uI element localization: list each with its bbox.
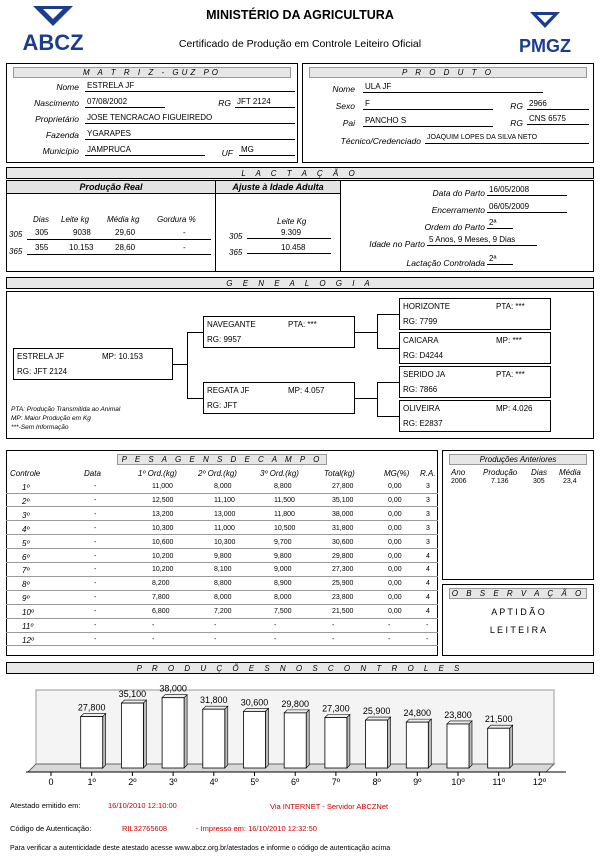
bar-side (428, 719, 431, 768)
table-row (6, 495, 438, 508)
cell-o1: 10,600 (152, 538, 174, 546)
bar-value-label: 27,300 (322, 703, 350, 714)
cell-d: - (94, 622, 97, 629)
self-rg: RG: JFT 2124 (17, 367, 68, 376)
cell-d: - (94, 524, 97, 532)
data-parto: 16/05/2008 (487, 185, 567, 196)
pesagens-col-1: Data (84, 469, 101, 478)
cell-mg: 0,00 (388, 566, 402, 574)
bar-side (469, 721, 472, 768)
pedigree-ss (399, 298, 551, 330)
cell-o2: 11,100 (214, 496, 235, 504)
row-365-media: 28,60 (115, 243, 136, 252)
bar (81, 717, 103, 768)
bar (121, 703, 143, 768)
cell-o1: 10,200 (152, 552, 174, 560)
obs-line2: L E I T E I R A (489, 625, 547, 635)
cell-o1: 12,500 (152, 496, 174, 504)
bar-top (406, 719, 431, 722)
bar (447, 724, 469, 768)
label-pai: Pai (342, 118, 355, 128)
x-tick-label: 3º (168, 777, 178, 787)
label-nascimento: Nascimento (34, 98, 79, 108)
cell-c: 2º (22, 496, 30, 506)
pedigree-sire (203, 316, 355, 348)
matriz-rg: JFT 2124 (235, 97, 295, 108)
label-encerramento: Encerramento (431, 205, 485, 215)
dd-rg: RG: E2837 (403, 419, 443, 428)
ant-col-media: Média (559, 468, 581, 477)
legend-pta: PTA: Produção Transmitida ao Animal (11, 406, 121, 413)
table-row (6, 634, 438, 647)
row-305-dias: 305 (35, 228, 49, 237)
codigo-valor: RIL32765608 (122, 824, 168, 833)
pesagens-col-6: MG(%) (384, 469, 410, 478)
cell-o2: - (214, 622, 217, 629)
cell-o1: - (152, 635, 155, 643)
cell-ra: 3 (426, 510, 430, 518)
bar (162, 698, 184, 768)
producoes-section-title: P R O D U Ç Õ E S N O S C O N T R O L E S (6, 662, 594, 674)
label-rg: RG (218, 98, 231, 108)
col-leite: Leite kg (61, 215, 90, 224)
dam-name: REGATA JF (207, 386, 250, 395)
cell-o2: 9,800 (214, 552, 232, 560)
cell-d: - (94, 608, 97, 616)
x-tick-label: 0 (48, 777, 54, 787)
bar-value-label: 25,900 (362, 706, 391, 717)
pesagens-col-4: 3º Ord.(kg) (260, 469, 299, 478)
cell-ra: 3 (426, 496, 430, 504)
bar-top (488, 725, 513, 728)
matriz-proprietario: JOSE TENCRACAO FIGUEIREDO (85, 113, 295, 124)
cell-mg: 0,00 (388, 483, 402, 490)
x-tick-label: 7º (331, 777, 341, 787)
cell-o2: 11,000 (214, 524, 235, 532)
matriz-panel (6, 63, 298, 163)
sd-rg: RG: D4244 (403, 351, 444, 360)
table-row (6, 578, 438, 591)
cell-d: - (94, 538, 97, 546)
cell-t: 27,300 (332, 566, 354, 574)
cell-ra: 3 (426, 483, 430, 490)
row-365-leite: 10.153 (69, 243, 94, 252)
cell-c: 7º (22, 566, 30, 576)
ajuste-305-tipo: 305 (229, 232, 243, 241)
bar-top (325, 714, 350, 717)
table-row (6, 606, 438, 619)
x-tick-label: 10º (451, 777, 465, 787)
bar-top (81, 714, 106, 717)
genealogia-section-title: G E N E A L O G I A (6, 277, 594, 289)
ant-media: 23,4 (563, 478, 577, 485)
cell-d: - (94, 566, 97, 574)
cell-mg: - (388, 635, 391, 643)
table-row (6, 509, 438, 522)
table-row (6, 551, 438, 564)
bar-value-label: 29,800 (281, 698, 309, 709)
row-365-dias: 355 (35, 243, 49, 252)
cell-c: 12º (22, 635, 34, 645)
ant-producao: 7.136 (491, 478, 509, 485)
legend-mp: MP: Maior Produção em Kg (11, 415, 91, 422)
pmgz-logo (500, 10, 590, 60)
cell-c: 1º (22, 483, 30, 492)
ajuste-305-leite: 9.309 (281, 228, 302, 237)
row-305-tipo: 305 (9, 230, 23, 239)
bar-top (121, 700, 146, 703)
produto-panel (302, 63, 594, 163)
cell-t: - (332, 635, 335, 643)
anteriores-panel (442, 450, 594, 580)
cell-o2: 8,000 (214, 483, 232, 490)
cell-o1: 11,000 (152, 483, 173, 490)
cell-ra: - (426, 635, 429, 643)
pedigree-dam (203, 382, 355, 414)
cell-c: 11º (22, 622, 34, 631)
cell-ra: 4 (426, 566, 430, 574)
label-fazenda: Fazenda (45, 130, 79, 140)
label-controlada: Lactação Controlada (406, 258, 485, 268)
lactacao-section-title: L A C T A Ç Ã O (6, 167, 594, 179)
label-uf: UF (221, 148, 233, 158)
anteriores-title: Produções Anteriores (449, 454, 587, 465)
bar (203, 709, 225, 768)
table-row (6, 592, 438, 605)
cell-o3: 8,000 (274, 594, 292, 602)
bar-top (284, 710, 309, 713)
pesagens-col-2: 1º Ord.(kg) (138, 469, 177, 478)
bar-top (203, 706, 228, 709)
matriz-nascimento: 07/08/2002 (85, 97, 165, 108)
ss-rg: RG: 7799 (403, 317, 438, 326)
codigo-label: Código de Autenticação: (10, 824, 92, 833)
matriz-fazenda: YGARAPES (85, 129, 295, 140)
ant-ano: 2006 (451, 478, 467, 485)
bar-side (306, 710, 309, 768)
cell-o1: 10,300 (152, 524, 174, 532)
cell-d: - (94, 552, 97, 560)
label-prod-rg2: RG (510, 118, 523, 128)
bar-value-label: 30,600 (240, 697, 269, 708)
cell-o3: 11,500 (274, 496, 295, 504)
cell-o2: 8,100 (214, 566, 232, 574)
bar-side (388, 717, 391, 768)
dam-rg: RG: JFT (207, 401, 238, 410)
pedigree-sd (399, 332, 551, 364)
ajuste-365-leite: 10.458 (281, 243, 306, 252)
cell-d: - (94, 594, 97, 602)
bar-value-label: 21,500 (484, 714, 513, 725)
cell-o3: 9,000 (274, 566, 292, 574)
bar (366, 720, 388, 768)
dd-mp: MP: 4.026 (496, 404, 533, 413)
cell-t: 35,100 (332, 496, 354, 504)
row-305-gordura: - (183, 228, 186, 237)
row-305-leite: 9038 (73, 228, 91, 237)
verificar-texto: Para verificar a autenticidade deste atestado acesse www.abcz.org.br/atestados e informe o código de autenticação acima (10, 845, 391, 852)
bar (325, 717, 347, 768)
matriz-municipio: JAMPRUCA (85, 145, 205, 156)
table-row (6, 481, 438, 494)
pedigree-self (13, 348, 173, 380)
cell-c: 6º (22, 552, 30, 562)
lactacao-panel (6, 180, 594, 272)
cell-o2: 13,000 (214, 510, 236, 518)
cell-o3: 9,800 (274, 552, 292, 560)
label-prod-rg: RG (510, 101, 523, 111)
legend-sem-info: ***-Sem Informação (11, 424, 69, 431)
produto-title: P R O D U T O (309, 67, 587, 78)
cell-t: - (332, 622, 335, 629)
cell-ra: 3 (426, 524, 430, 532)
produto-pai: PANCHO S (363, 116, 493, 127)
bar-side (225, 706, 228, 768)
ajuste-header: Ajuste à Idade Adulta (216, 181, 340, 194)
producao-real-header: Produção Real (7, 181, 215, 194)
observacao-panel (442, 584, 594, 656)
bar-top (162, 695, 187, 698)
cell-t: 25,900 (332, 580, 354, 588)
cell-c: 5º (22, 538, 30, 548)
cell-ra: 4 (426, 552, 430, 560)
col-media: Média kg (107, 215, 140, 224)
bar-value-label: 31,800 (200, 695, 228, 706)
produto-nome: ULA JF (363, 82, 543, 93)
idade-parto: 5 Anos, 9 Meses, 9 Dias (427, 235, 537, 246)
bar-top (244, 708, 269, 711)
label-nome: Nome (56, 82, 79, 92)
cell-mg: 0,00 (388, 510, 402, 518)
sd-name: CAICARA (403, 336, 439, 345)
label-proprietario: Proprietário (35, 114, 79, 124)
bar-value-label: 27,800 (77, 702, 106, 713)
x-tick-label: 5º (250, 777, 259, 787)
cell-mg: 0,00 (388, 608, 402, 616)
cell-c: 4º (22, 524, 30, 534)
ant-col-dias: Dias (531, 468, 548, 477)
cell-o3: 8,800 (274, 483, 292, 490)
bar-side (266, 708, 269, 768)
table-row (6, 620, 438, 633)
cell-o3: - (274, 635, 277, 643)
producoes-chart (6, 676, 594, 794)
bar (488, 728, 510, 768)
pesagens-col-3: 2º Ord.(kg) (198, 469, 237, 478)
x-tick-label: 1º (87, 777, 96, 787)
dd-name: OLIVEIRA (403, 404, 440, 413)
sire-name: NAVEGANTE (207, 320, 256, 329)
bar-value-label: 38,000 (159, 683, 187, 694)
label-municipio: Município (42, 146, 79, 156)
bar-value-label: 23,800 (444, 709, 472, 720)
dam-mp: MP: 4.057 (288, 386, 325, 395)
cell-mg: 0,00 (388, 538, 402, 546)
col-dias: Dias (33, 215, 50, 224)
matriz-nome: ESTRELA JF (85, 81, 295, 92)
label-ordem: Ordem do Parto (424, 222, 485, 232)
cell-o2: 10,300 (214, 538, 236, 546)
cell-t: 23,800 (332, 594, 354, 602)
ajuste-col-leite: Leite Kg (277, 217, 307, 226)
cell-c: 9º (22, 594, 30, 604)
certificate-subtitle: Certificado de Produção em Controle Leiteiro Oficial (178, 38, 422, 50)
ordem-parto: 2ª (487, 218, 513, 229)
ds-name: SERIDO JA (403, 370, 446, 379)
observacao-title: O B S E R V A Ç Ã O (449, 588, 587, 599)
self-name: ESTRELA JF (17, 352, 65, 361)
cell-c: 8º (22, 580, 30, 590)
col-gordura: Gordura % (157, 215, 196, 224)
cell-o3: 11,800 (274, 510, 295, 518)
cell-t: 29,800 (332, 552, 354, 560)
bar-top (366, 717, 391, 720)
encerramento: 06/05/2009 (487, 202, 567, 213)
self-mp: MP: 10.153 (102, 352, 143, 361)
ajuste-365-tipo: 365 (229, 248, 243, 257)
bar-side (510, 725, 513, 768)
cell-o1: 10,200 (152, 566, 174, 574)
cell-t: 38,000 (332, 510, 354, 518)
abcz-logo-text: ABCZ (22, 30, 84, 55)
bar (284, 713, 306, 768)
pesagens-title: P E S A G E N S D E C A M P O (117, 454, 327, 465)
cell-o3: 8,900 (274, 580, 292, 588)
table-row (6, 523, 438, 536)
bar-value-label: 24,800 (403, 708, 432, 719)
pesagens-col-5: Total(kg) (324, 469, 355, 478)
emitido-label: Atestado emitido em: (10, 801, 81, 810)
table-row (6, 537, 438, 550)
cell-t: 21,500 (332, 608, 354, 616)
cell-mg: 0,00 (388, 524, 402, 532)
cell-c: 3º (22, 510, 30, 520)
cell-o2: - (214, 635, 217, 643)
produto-rg2: CNS 6575 (527, 114, 589, 125)
x-tick-label: 11º (492, 777, 506, 787)
cell-ra: 4 (426, 608, 430, 616)
cell-ra: 4 (426, 580, 430, 588)
cell-o3: 9,700 (274, 538, 292, 546)
cell-o1: 8,200 (152, 580, 170, 588)
x-tick-label: 12º (532, 777, 547, 787)
cell-d: - (94, 510, 97, 518)
matriz-uf: MG (239, 145, 295, 156)
x-tick-label: 2º (128, 777, 137, 787)
pedigree-dd (399, 400, 551, 432)
cell-o3: 7,500 (274, 608, 292, 616)
ss-pta: PTA: *** (496, 302, 525, 311)
cell-o2: 8,800 (214, 580, 232, 588)
bar-side (347, 714, 350, 768)
cell-t: 27,800 (332, 483, 354, 490)
sire-rg: RG: 9957 (207, 335, 242, 344)
impresso: - Impresso em: 16/10/2010 12:32:50 (196, 824, 317, 833)
cell-d: - (94, 483, 97, 490)
x-tick-label: 4º (209, 777, 218, 787)
row-305-media: 29,60 (115, 228, 136, 237)
ds-pta: PTA: *** (496, 370, 525, 379)
bar-top (447, 721, 472, 724)
pesagens-col-0: Controle (10, 469, 41, 478)
table-row (6, 564, 438, 577)
sire-pta: PTA: *** (288, 320, 317, 329)
cell-o3: - (274, 622, 277, 629)
cell-mg: - (388, 622, 391, 629)
cell-c: 10º (22, 608, 34, 618)
cell-t: 31,800 (332, 524, 354, 532)
x-tick-label: 8º (372, 777, 381, 787)
row-365-tipo: 365 (9, 247, 23, 256)
cell-o1: - (152, 622, 155, 629)
ss-name: HORIZONTE (403, 302, 451, 311)
cell-o2: 7,200 (214, 608, 232, 616)
cell-d: - (94, 635, 97, 643)
bar-side (184, 695, 187, 768)
label-idade: Idade no Parto (369, 239, 425, 249)
ds-rg: RG: 7866 (403, 385, 438, 394)
cell-mg: 0,00 (388, 496, 402, 504)
cell-o1: 7,800 (152, 594, 170, 602)
pesagens-col-7: R.A. (420, 469, 436, 478)
emitido-valor: 16/10/2010 12:10:00 (108, 801, 177, 810)
label-tecnico: Técnico/Credenciado (340, 136, 421, 146)
ant-col-ano: Ano (451, 468, 466, 477)
label-data-parto: Data do Parto (432, 188, 485, 198)
row-365-gordura: - (183, 243, 186, 252)
matriz-title: M A T R I Z - GUZ PO (13, 67, 291, 78)
ministry-title: MINISTÉRIO DA AGRICULTURA (206, 8, 394, 22)
cell-mg: 0,00 (388, 594, 402, 602)
bar (244, 711, 266, 768)
cell-ra: - (426, 622, 429, 629)
cell-o3: 10,500 (274, 524, 296, 532)
produto-tecnico: JOAQUIM LOPES DA SILVA NETO (425, 133, 589, 144)
cell-d: - (94, 580, 97, 588)
label-sexo: Sexo (335, 101, 355, 111)
produto-sexo: F (363, 99, 493, 110)
cell-mg: 0,00 (388, 580, 402, 588)
pmgz-logo-text: PMGZ (519, 36, 571, 56)
via-internet: Via INTERNET - Servidor ABCZNet (270, 802, 389, 811)
bar-value-label: 35,100 (118, 689, 147, 700)
bar (406, 722, 428, 768)
sd-mp: MP: *** (496, 336, 522, 345)
produto-rg: 2966 (527, 99, 589, 110)
cell-o1: 6,800 (152, 608, 170, 616)
bar-side (143, 700, 146, 768)
cell-ra: 4 (426, 594, 430, 602)
ant-dias: 305 (533, 478, 545, 485)
cell-t: 30,600 (332, 538, 354, 546)
label-prod-nome: Nome (332, 84, 355, 94)
pedigree-ds (399, 366, 551, 398)
bar-side (103, 714, 106, 768)
cell-o2: 8,000 (214, 594, 232, 602)
cell-d: - (94, 496, 97, 504)
x-tick-label: 9º (413, 777, 422, 787)
cell-o1: 13,200 (152, 510, 174, 518)
lactacao-controlada: 2ª (487, 254, 513, 265)
genealogia-panel (6, 291, 594, 439)
x-tick-label: 6º (291, 777, 300, 787)
cell-ra: 3 (426, 538, 430, 546)
ant-col-producao: Produção (483, 468, 518, 477)
obs-line1: A P T I D Ã O (491, 607, 545, 617)
cell-mg: 0,00 (388, 552, 402, 560)
